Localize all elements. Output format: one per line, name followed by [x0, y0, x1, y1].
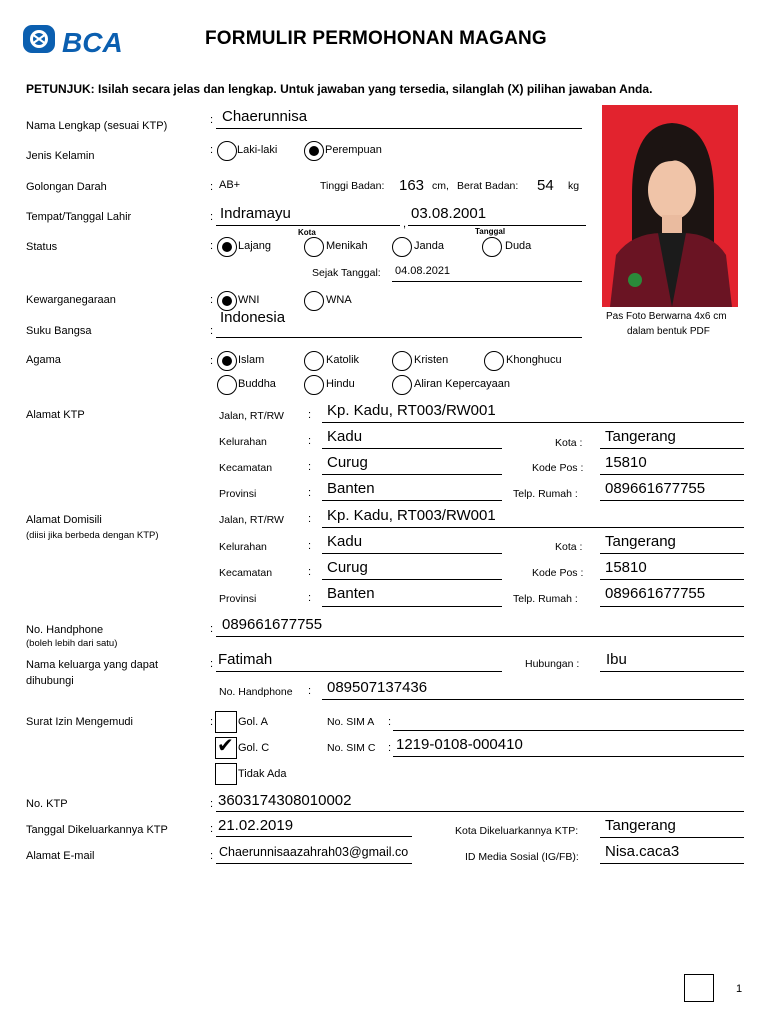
- colon: :: [210, 144, 214, 156]
- social-underline: [600, 863, 744, 864]
- handphone-note: (boleh lebih dari satu): [26, 638, 118, 649]
- dom-kelurahan-underline: [322, 553, 502, 554]
- colon: :: [308, 566, 312, 578]
- religion-option-aliran: Aliran Kepercayaan: [414, 378, 511, 390]
- citizenship-option-wni: WNI: [238, 294, 260, 306]
- dom-kecamatan-label: Kecamatan: [219, 567, 273, 579]
- blood-value[interactable]: AB+: [219, 179, 241, 191]
- birth-caption-date: Tanggal: [475, 227, 506, 236]
- weight-value[interactable]: 54: [537, 177, 554, 194]
- handphone-label: No. Handphone: [26, 624, 104, 636]
- status-label: Status: [26, 241, 58, 253]
- address-ktp-label: Alamat KTP: [26, 409, 85, 421]
- nama-value[interactable]: Chaerunnisa: [222, 108, 308, 125]
- religion-option-kristen: Kristen: [414, 354, 449, 366]
- page-title: FORMULIR PERMOHONAN MAGANG: [205, 28, 547, 49]
- address-dom-label: Alamat Domisili: [26, 514, 102, 526]
- ktp-telp-underline: [600, 500, 744, 501]
- instructions: PETUNJUK: Isilah secara jelas dan lengkap. Untuk jawaban yang tersedia, silanglah (X) pilihan jawaban Anda.: [26, 82, 653, 96]
- gender-option-laki: Laki-laki: [237, 144, 278, 156]
- family-label-line1: Nama keluarga yang dapat: [26, 659, 159, 671]
- religion-option-khonghucu: Khonghucu: [506, 354, 562, 366]
- ktp-kota-label: Kota :: [555, 437, 583, 449]
- email-label: Alamat E-mail: [26, 850, 95, 862]
- colon: :: [308, 513, 312, 525]
- birth-caption-place: Kota: [298, 228, 316, 237]
- colon: :: [210, 240, 214, 252]
- birth-date-value[interactable]: 03.08.2001: [411, 205, 487, 222]
- license-checkbox-gol-a[interactable]: [215, 711, 237, 733]
- dom-kodepos-value[interactable]: 15810: [605, 559, 647, 576]
- religion-option-buddha: Buddha: [238, 378, 276, 390]
- family-hp-value[interactable]: 089507137436: [327, 679, 428, 696]
- dom-kelurahan-label: Kelurahan: [219, 541, 267, 553]
- license-option-gol-c: Gol. C: [238, 742, 270, 754]
- birth-place-underline: [216, 225, 400, 226]
- family-name-value[interactable]: Fatimah: [218, 651, 273, 668]
- colon: :: [210, 850, 214, 862]
- dom-kecamatan-value[interactable]: Curug: [327, 559, 368, 576]
- gender-label: Jenis Kelamin: [26, 150, 95, 162]
- gender-radio-perempuan[interactable]: [304, 141, 324, 161]
- status-option-duda: Duda: [505, 240, 532, 252]
- dom-telp-underline: [600, 606, 744, 607]
- dom-provinsi-label: Provinsi: [219, 593, 257, 605]
- height-value[interactable]: 163: [399, 177, 425, 194]
- sim-c-value[interactable]: 1219-0108-000410: [396, 736, 523, 753]
- ktp-kodepos-label: Kode Pos :: [532, 462, 584, 474]
- dom-street-value[interactable]: Kp. Kadu, RT003/RW001: [327, 507, 496, 524]
- religion-label: Agama: [26, 354, 61, 366]
- ktp-telp-value[interactable]: 089661677755: [605, 480, 706, 497]
- handphone-underline: [216, 636, 744, 637]
- birth-date-underline: [408, 225, 586, 226]
- dom-kota-underline: [600, 553, 744, 554]
- dom-telp-value[interactable]: 089661677755: [605, 585, 706, 602]
- ktp-kecamatan-value[interactable]: Curug: [327, 454, 368, 471]
- ktp-kodepos-underline: [600, 474, 744, 475]
- ethnicity-value[interactable]: Indonesia: [220, 309, 286, 326]
- family-hp-underline: [322, 699, 744, 700]
- license-checkbox-gol-c[interactable]: [215, 737, 237, 759]
- religion-radio-aliran[interactable]: [392, 375, 412, 395]
- status-radio-janda[interactable]: [392, 237, 412, 257]
- religion-option-hindu: Hindu: [326, 378, 355, 390]
- family-relation-label: Hubungan :: [525, 658, 580, 670]
- family-relation-value[interactable]: Ibu: [606, 651, 627, 668]
- dom-kodepos-label: Kode Pos :: [532, 567, 584, 579]
- religion-radio-islam[interactable]: [217, 351, 237, 371]
- sim-a-underline: [393, 730, 744, 731]
- address-dom-note: (diisi jika berbeda dengan KTP): [26, 530, 159, 541]
- comma: ,: [403, 218, 407, 230]
- issued-city-label: Kota Dikeluarkannya KTP:: [455, 825, 579, 837]
- ktp-kota-underline: [600, 448, 744, 449]
- status-radio-menikah[interactable]: [304, 237, 324, 257]
- license-label: Surat Izin Mengemudi: [26, 716, 133, 728]
- ktp-kelurahan-value[interactable]: Kadu: [327, 428, 363, 445]
- religion-option-katolik: Katolik: [326, 354, 360, 366]
- ktp-kelurahan-label: Kelurahan: [219, 436, 267, 448]
- colon: :: [210, 294, 214, 306]
- colon: :: [210, 181, 214, 193]
- colon: :: [308, 487, 312, 499]
- check-mark-icon: ✔: [217, 735, 234, 757]
- religion-radio-khonghucu[interactable]: [484, 351, 504, 371]
- colon: :: [210, 114, 214, 126]
- dom-telp-label: Telp. Rumah :: [513, 593, 578, 605]
- nama-underline: [216, 128, 582, 129]
- colon: :: [308, 435, 312, 447]
- sim-c-label: No. SIM C: [327, 742, 376, 754]
- dom-kelurahan-value[interactable]: Kadu: [327, 533, 363, 550]
- religion-radio-buddha[interactable]: [217, 375, 237, 395]
- dom-street-label: Jalan, RT/RW: [219, 514, 284, 526]
- ktp-number-label: No. KTP: [26, 798, 68, 810]
- ktp-street-value[interactable]: Kp. Kadu, RT003/RW001: [327, 402, 496, 419]
- birth-place-value[interactable]: Indramayu: [220, 205, 291, 222]
- gender-option-perempuan: Perempuan: [325, 144, 382, 156]
- social-value[interactable]: Nisa.caca3: [605, 843, 680, 860]
- logo-text: BCA: [62, 27, 123, 58]
- weight-unit: kg: [568, 180, 580, 192]
- page-number: 1: [736, 983, 743, 995]
- ktp-kecamatan-label: Kecamatan: [219, 462, 273, 474]
- bca-logo: [22, 22, 138, 58]
- colon: :: [210, 355, 214, 367]
- ktp-provinsi-value[interactable]: Banten: [327, 480, 375, 497]
- dom-provinsi-value[interactable]: Banten: [327, 585, 375, 602]
- photo-caption-line1: Pas Foto Berwarna 4x6 cm: [606, 311, 727, 322]
- passport-photo: [602, 105, 738, 307]
- issued-date-underline: [216, 836, 412, 837]
- dom-kodepos-underline: [600, 579, 744, 580]
- ktp-telp-label: Telp. Rumah :: [513, 488, 578, 500]
- email-underline: [216, 863, 412, 864]
- ktp-number-value[interactable]: 3603174308010002: [218, 792, 352, 809]
- social-label: ID Media Sosial (IG/FB):: [465, 851, 579, 863]
- colon: :: [210, 211, 214, 223]
- colon: :: [210, 823, 214, 835]
- status-option-lajang: Lajang: [238, 240, 272, 252]
- colon: :: [308, 685, 312, 697]
- dom-provinsi-underline: [322, 606, 502, 607]
- family-relation-underline: [600, 671, 744, 672]
- height-label: Tinggi Badan:: [320, 180, 385, 192]
- ethnicity-underline: [216, 337, 582, 338]
- colon: :: [210, 623, 214, 635]
- citizenship-label: Kewarganegaraan: [26, 294, 116, 306]
- colon: :: [210, 798, 214, 810]
- dom-kecamatan-underline: [322, 579, 502, 580]
- dom-kota-label: Kota :: [555, 541, 583, 553]
- colon: :: [308, 409, 312, 421]
- sim-a-label: No. SIM A: [327, 716, 375, 728]
- ktp-kota-value[interactable]: Tangerang: [605, 428, 676, 445]
- issued-date-label: Tanggal Dikeluarkannya KTP: [26, 824, 168, 836]
- blood-label: Golongan Darah: [26, 181, 107, 193]
- issued-city-value[interactable]: Tangerang: [605, 817, 676, 834]
- religion-radio-kristen[interactable]: [392, 351, 412, 371]
- religion-radio-hindu[interactable]: [304, 375, 324, 395]
- family-name-underline: [216, 671, 502, 672]
- dom-kota-value[interactable]: Tangerang: [605, 533, 676, 550]
- ktp-provinsi-label: Provinsi: [219, 488, 257, 500]
- colon: :: [388, 716, 392, 728]
- height-unit: cm,: [432, 180, 449, 192]
- handphone-value[interactable]: 089661677755: [222, 616, 323, 633]
- colon: :: [210, 658, 214, 670]
- issued-date-value[interactable]: 21.02.2019: [218, 817, 294, 834]
- ktp-street-label: Jalan, RT/RW: [219, 410, 284, 422]
- colon: :: [308, 592, 312, 604]
- issued-city-underline: [600, 837, 744, 838]
- status-since-value[interactable]: 04.08.2021: [395, 265, 451, 277]
- status-radio-duda[interactable]: [482, 237, 502, 257]
- citizenship-radio-wni[interactable]: [217, 291, 237, 311]
- footer-box: [684, 974, 714, 1002]
- gender-radio-laki[interactable]: [217, 141, 237, 161]
- license-checkbox-none[interactable]: [215, 763, 237, 785]
- status-radio-lajang[interactable]: [217, 237, 237, 257]
- birth-label: Tempat/Tanggal Lahir: [26, 211, 132, 223]
- colon: :: [308, 461, 312, 473]
- religion-radio-katolik[interactable]: [304, 351, 324, 371]
- weight-label: Berat Badan:: [457, 180, 519, 192]
- license-option-none: Tidak Ada: [238, 768, 287, 780]
- colon: :: [210, 325, 214, 337]
- photo-caption-line2: dalam bentuk PDF: [627, 326, 710, 337]
- status-option-janda: Janda: [414, 240, 444, 252]
- dom-street-underline: [322, 527, 744, 528]
- ktp-kelurahan-underline: [322, 448, 502, 449]
- sim-c-underline: [393, 756, 744, 757]
- citizenship-radio-wna[interactable]: [304, 291, 324, 311]
- ktp-street-underline: [322, 422, 744, 423]
- license-option-gol-a: Gol. A: [238, 716, 268, 728]
- colon: :: [388, 742, 392, 754]
- nama-label: Nama Lengkap (sesuai KTP): [26, 120, 168, 132]
- ktp-kecamatan-underline: [322, 474, 502, 475]
- status-option-menikah: Menikah: [326, 240, 368, 252]
- ktp-kodepos-value[interactable]: 15810: [605, 454, 647, 471]
- ktp-provinsi-underline: [322, 500, 502, 501]
- family-hp-label: No. Handphone: [219, 686, 293, 698]
- status-since-label: Sejak Tanggal:: [312, 267, 381, 279]
- citizenship-option-wna: WNA: [326, 294, 352, 306]
- religion-option-islam: Islam: [238, 354, 265, 366]
- colon: :: [308, 540, 312, 552]
- email-value[interactable]: Chaerunnisaazahrah03@gmail.co: [219, 845, 409, 859]
- status-since-underline: [392, 281, 582, 282]
- ethnicity-label: Suku Bangsa: [26, 325, 92, 337]
- ktp-number-underline: [216, 811, 744, 812]
- colon: :: [210, 716, 214, 728]
- family-label-line2: dihubungi: [26, 675, 74, 687]
